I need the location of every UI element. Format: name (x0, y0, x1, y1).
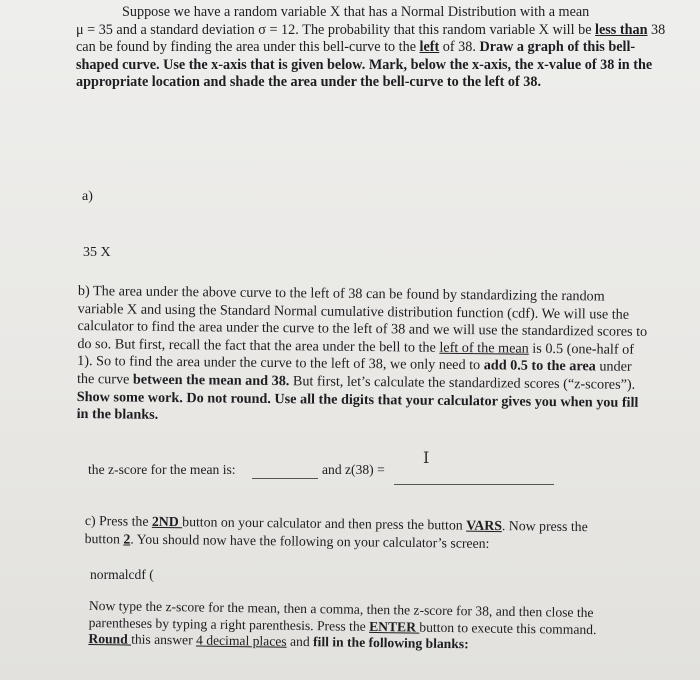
button-2-emphasis: 2 (123, 531, 131, 547)
part-d-text-4: and (286, 633, 314, 650)
between-emphasis: between the mean and 38. (132, 371, 290, 390)
part-a-label: a) (82, 189, 93, 204)
fill-blanks-emphasis: fill in the following blanks: (312, 634, 469, 652)
show-work-emphasis: Show some work. Do not round. Use all the digits that your calculator gives you when you fill in the blanks. (76, 388, 639, 424)
part-c-paragraph (85, 512, 625, 554)
part-c-text-2: button on your calculator and then press the button (182, 514, 467, 533)
decimal-places-emphasis: 4 decimal places (195, 632, 287, 649)
intro-of-38: of 38. (439, 39, 476, 56)
part-c-text-1: c) Press the (84, 512, 153, 529)
part-d-paragraph (88, 598, 609, 655)
enter-button-emphasis: ENTER (369, 618, 420, 635)
part-b-text-2: is 0.5 (one-half of 1). So to find the area under the curve to the left of 38, we only need to (77, 340, 635, 374)
vars-button-emphasis: VARS (466, 517, 503, 534)
part-c-text-4: . You should now have the following on your calculator’s screen: (130, 531, 490, 551)
intro-line-1: Suppose we have a random variable X that has a Normal Distribution with a mean (122, 4, 590, 20)
intro-paragraph (76, 4, 668, 92)
intro-mean-text: μ = 35 and a standard deviation σ = 12. The probability that this random variable X will (76, 21, 575, 38)
part-d-text-1: Now type the z-score for the mean, then a comma, then the z-score for 38, and then close the parentheses by typing a right parenthesis. Press the (88, 598, 594, 634)
round-emphasis: Round (88, 630, 132, 647)
z-mean-blank[interactable] (252, 462, 318, 479)
add-half-emphasis: add 0.5 to the area (483, 357, 596, 375)
part-d-text-3: this answer (131, 631, 197, 648)
intro-instruction: Draw a graph of this bell-shaped curve. Use the x-axis that is given below. Mark, below the x-axis, the x-value of 38 in the appropriate location and shade the area under the bell-curve to the left of 38. (76, 39, 653, 91)
part-c-text-3: . Now press the button (84, 518, 588, 547)
z38-label: and z(38) = (322, 462, 385, 477)
left-emphasis: left (419, 39, 440, 56)
2nd-button-emphasis: 2ND (151, 513, 183, 530)
text-cursor-icon: I (423, 448, 430, 467)
part-d-text-2: button to execute this command. (419, 619, 597, 637)
part-b-text-3: under the curve (76, 358, 632, 388)
z-mean-label: the z-score for the mean is: (88, 462, 236, 477)
z-score-row (88, 462, 558, 486)
left-of-mean-emphasis: left of the mean (439, 339, 529, 357)
z38-blank[interactable] (394, 468, 554, 485)
intro-be: be (578, 21, 596, 38)
less-than-emphasis: less than (595, 21, 648, 38)
normalcdf-text: normalcdf ( (90, 567, 154, 582)
part-b-paragraph (77, 283, 648, 430)
intro-prob-text: 38 can be found by finding the area under this bell-curve to the (76, 21, 666, 56)
part-b-text-4: But first, let’s calculate the standardized scores (“z-scores”). (289, 373, 636, 393)
axis-label-35-x: 35 X (83, 245, 111, 260)
part-b-text-1: b) The area under the above curve to the left of 38 can be found by standardizing the random variable X and using the Standard Normal cumulative distribution function (cdf). We will use the calculator to find the area under the curve to the left of 38 and we will use the standardized scores to do so. But first, recall the fact that the area under the bell to the (77, 283, 648, 356)
